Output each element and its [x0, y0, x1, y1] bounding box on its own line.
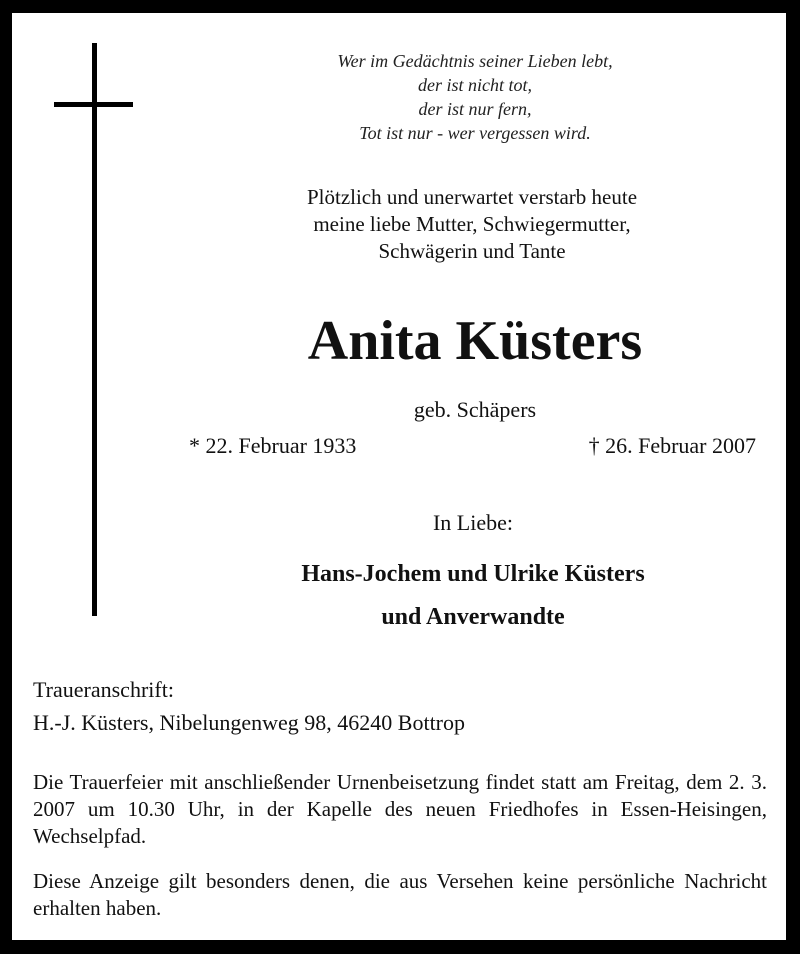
cross-icon — [92, 43, 97, 616]
poem-line: Wer im Gedächtnis seiner Lieben lebt, — [337, 51, 613, 71]
family-names — [212, 553, 734, 639]
poem-line: Tot ist nur - wer vergessen wird. — [359, 123, 591, 143]
address-label: Traueranschrift: — [33, 677, 174, 702]
intro-line: meine liebe Mutter, Schwiegermutter, — [313, 212, 631, 236]
mourning-address — [33, 673, 465, 739]
obituary-notice — [12, 13, 786, 940]
family-line: und Anverwandte — [381, 604, 565, 630]
cross-icon-bar — [54, 102, 133, 107]
poem-line: der ist nur fern, — [418, 99, 532, 119]
funeral-info: Die Trauerfeier mit anschließender Urnenbeisetzung findet statt am Freitag, dem 2. 3. 2007 um 10.30 Uhr, in der Kapelle des neuen Friedhofes in Essen-Heisingen, Wechselpfad. — [33, 770, 767, 848]
maiden-name: geb. Schäpers — [413, 397, 537, 422]
address-value: H.-J. Küsters, Nibelungenweg 98, 46240 Bottrop — [33, 710, 466, 735]
death-date: † 26. Februar 2007 — [588, 433, 756, 458]
intro-line: Plötzlich und unerwartet verstarb heute — [306, 185, 638, 209]
memorial-poem — [212, 49, 738, 145]
intro-text — [212, 184, 732, 265]
in-love-label: In Liebe: — [432, 510, 514, 535]
family-line: Hans-Jochem und Ulrike Küsters — [301, 561, 645, 587]
notice-info: Diese Anzeige gilt besonders denen, die aus Versehen keine persönliche Nachricht erhalten haben. — [33, 869, 767, 920]
birth-date: * 22. Februar 1933 — [189, 433, 357, 458]
poem-line: der ist nicht tot, — [418, 75, 532, 95]
intro-line: Schwägerin und Tante — [378, 239, 566, 263]
deceased-name: Anita Küsters — [307, 310, 643, 372]
